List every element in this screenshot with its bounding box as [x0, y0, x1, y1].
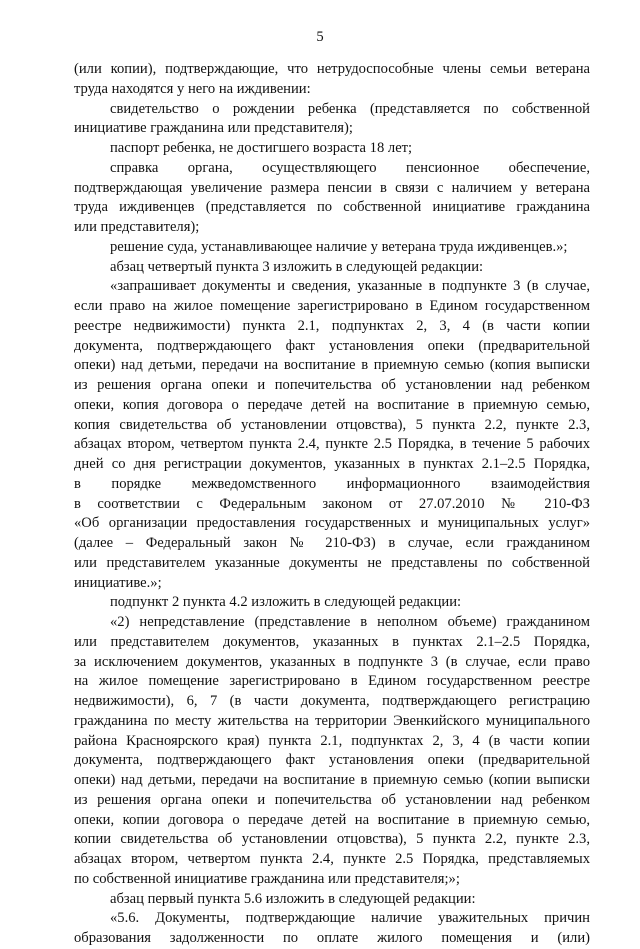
page-number: 5 [316, 29, 324, 45]
text-line: свидетельство о рождении ребенка (представляется по собственной [110, 100, 590, 117]
text-line: на жилое помещение зарегистрировано в Едином государственном реестре [74, 673, 590, 690]
text-line: в порядке межведомственного информационного взаимодействия [74, 475, 590, 492]
text-line: (или копии), подтверждающие, что нетрудоспособные члены семьи ветерана [74, 61, 590, 77]
text-line: копии свидетельства об установлении отцовства), 5 пункта 2.2, пункте 2.3, [74, 831, 590, 848]
text-line: решение суда, устанавливающее наличие у ветерана труда иждивенцев.»; [110, 238, 568, 255]
text-line: «запрашивает документы и сведения, указанные в подпункте 3 (в случае, [110, 278, 590, 295]
text-line: в соответствии с Федеральным законом от 27.07.2010 № 210-ФЗ [74, 495, 590, 512]
text-line: справка органа, осуществляющего пенсионное обеспечение, [110, 159, 590, 176]
text-line: из решения органа опеки и попечительства об установлении над ребенком [74, 791, 590, 808]
text-line: (далее – Федеральный закон № 210-ФЗ) в случае, если гражданином [74, 535, 590, 551]
text-line: или представителем указанные документы не представлены по собственной [74, 554, 590, 571]
text-line: документа, подтверждающего факт установления опеки (предварительной [74, 752, 590, 769]
text-line: за исключением документов, указанных в подпункте 3 (в случае, если право [74, 653, 590, 670]
text-line: инициативе гражданина или представителя); [74, 120, 353, 137]
text-line: гражданина по месту жительства на территории Эвенкийского муниципального [74, 712, 590, 729]
text-line: из решения органа опеки и попечительства об установлении над ребенком [74, 377, 590, 393]
text-line: «5.6. Документы, подтверждающие наличие уважительных причин [110, 910, 590, 927]
text-line: абзацах втором, четвертом пункта 2.4, пункте 2.5 Порядка, в течение 5 рабочих [74, 436, 590, 453]
text-line: опеки, копия договора о передаче детей на воспитание в приемную семью, [74, 396, 590, 413]
text-line: документа, подтверждающего факт установления опеки (предварительной [74, 337, 590, 354]
text-line: недвижимости), 6, 7 (в части документа, подтверждающего регистрацию [74, 693, 590, 709]
text-line: или представителя); [74, 219, 200, 235]
text-line: «2) непредставление (представление в неполном объеме) гражданином [110, 614, 590, 630]
text-line: абзацах втором, четвертом пункта 2.4, пункте 2.5 Порядка, представляемых [74, 851, 590, 867]
text-line: если право на жилое помещение зарегистрировано в Едином государственном [74, 298, 590, 314]
text-line: опеки, копии договора о передаче детей на воспитание в приемную семью, [74, 811, 590, 828]
text-line: абзац четвертый пункта 3 изложить в следующей редакции: [110, 258, 484, 275]
text-line: труда находятся у него на иждивении: [74, 80, 311, 97]
text-line: дней со дня регистрации документов, указанных в пунктах 2.1–2.5 Порядка, [74, 456, 590, 472]
text-line: опеки) над детьми, передачи на воспитание в приемную семью (копия выписки [74, 357, 590, 374]
text-line: абзац первый пункта 5.6 изложить в следующей редакции: [110, 890, 476, 907]
document-body [74, 60, 590, 949]
text-line: или представителем документов, указанных в пунктах 2.1–2.5 Порядка, [74, 633, 590, 650]
text-line: реестре недвижимости) пункта 2.1, подпунктах 2, 3, 4 (в части копии [74, 317, 590, 334]
text-line: инициативе.»; [74, 574, 162, 591]
text-line: образования задолженности по оплате жилого помещения и (или) [74, 930, 590, 946]
text-line: паспорт ребенка, не достигшего возраста 18 лет; [110, 140, 413, 156]
text-line: «Об организации предоставления государственных и муниципальных услуг» [74, 515, 590, 532]
text-line: подпункт 2 пункта 4.2 изложить в следующей редакции: [110, 594, 462, 611]
text-line: подтверждающая увеличение размера пенсии в связи с наличием у ветерана [74, 179, 590, 196]
text-line: района Красноярского края) пункта 2.1, подпунктах 2, 3, 4 (в части копии [74, 732, 590, 749]
text-line: опеки) над детьми, передачи на воспитание в приемную семью (копии выписки [74, 772, 590, 788]
text-line: труда иждивенцев (представляется по собственной инициативе гражданина [74, 199, 590, 216]
text-line: копия свидетельства об установлении отцовства), 5 пункта 2.2, пункте 2.3, [74, 416, 590, 433]
text-line: по собственной инициативе гражданина или представителя;»; [74, 870, 460, 887]
